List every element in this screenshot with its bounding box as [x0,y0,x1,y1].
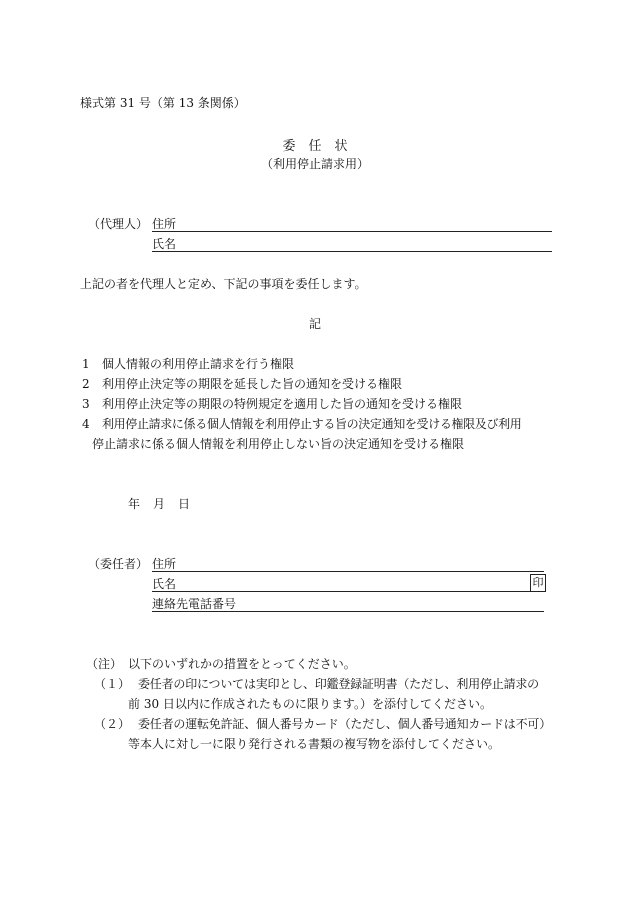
item-text: 個人情報の利用停止請求を行う権限 [102,357,295,371]
declaration-text: 上記の者を代理人と定め、下記の事項を委任します。 [80,277,367,291]
principal-phone-label: 連絡先電話番号 [152,597,237,611]
note-text-continuation: 等本人に対し一に限り発行される書類の複写物を添付してください。 [128,737,501,751]
item-number: 1 [82,357,90,371]
agent-address-line[interactable] [152,231,552,232]
agent-address-label: 住所 [152,217,177,231]
note-number: （２） [94,717,131,731]
agent-label: （代理人） [88,217,149,231]
notes-intro: 以下のいずれかの措置をとってください。 [128,657,356,671]
note-text: 委任者の運転免許証、個人番号カード（ただし、個人番号通知カードは不可） [138,717,552,731]
principal-name-label: 氏名 [152,577,177,591]
form-number: 様式第 31 号（第 13 条関係） [80,96,246,110]
agent-name-line[interactable] [152,251,552,252]
seal-box[interactable]: 印 [530,574,546,592]
item-text-continuation: 停止請求に係る個人情報を利用停止しない旨の決定通知を受ける権限 [92,437,465,451]
item-text: 利用停止請求に係る個人情報を利用停止する旨の決定通知を受ける権限及び利用 [102,417,522,431]
date-day: 日 [178,497,191,511]
document-title: 委 任 状 [282,139,348,154]
item-text: 利用停止決定等の期限の特例規定を適用した旨の通知を受ける権限 [102,397,463,411]
principal-address-label: 住所 [152,557,177,571]
date-year: 年 [128,497,141,511]
item-number: 2 [82,377,90,391]
ki-heading: 記 [308,317,321,331]
agent-name-label: 氏名 [152,237,177,251]
note-number: （１） [94,677,131,691]
note-text-continuation: 前 30 日以内に作成されたものに限ります。）を添付してください。 [128,697,492,711]
document-subtitle: （利用停止請求用） [260,157,369,171]
item-number: 3 [82,397,90,411]
notes-label: （注） [86,657,123,671]
date-month: 月 [153,497,166,511]
principal-label: （委任者） [88,557,149,571]
principal-name-line[interactable] [152,591,544,592]
item-number: 4 [82,417,90,431]
principal-address-line[interactable] [152,571,544,572]
note-text: 委任者の印については実印とし、印鑑登録証明書（ただし、利用停止請求の [138,677,539,691]
principal-phone-line[interactable] [152,611,544,612]
item-text: 利用停止決定等の期限を延長した旨の通知を受ける権限 [102,377,403,391]
